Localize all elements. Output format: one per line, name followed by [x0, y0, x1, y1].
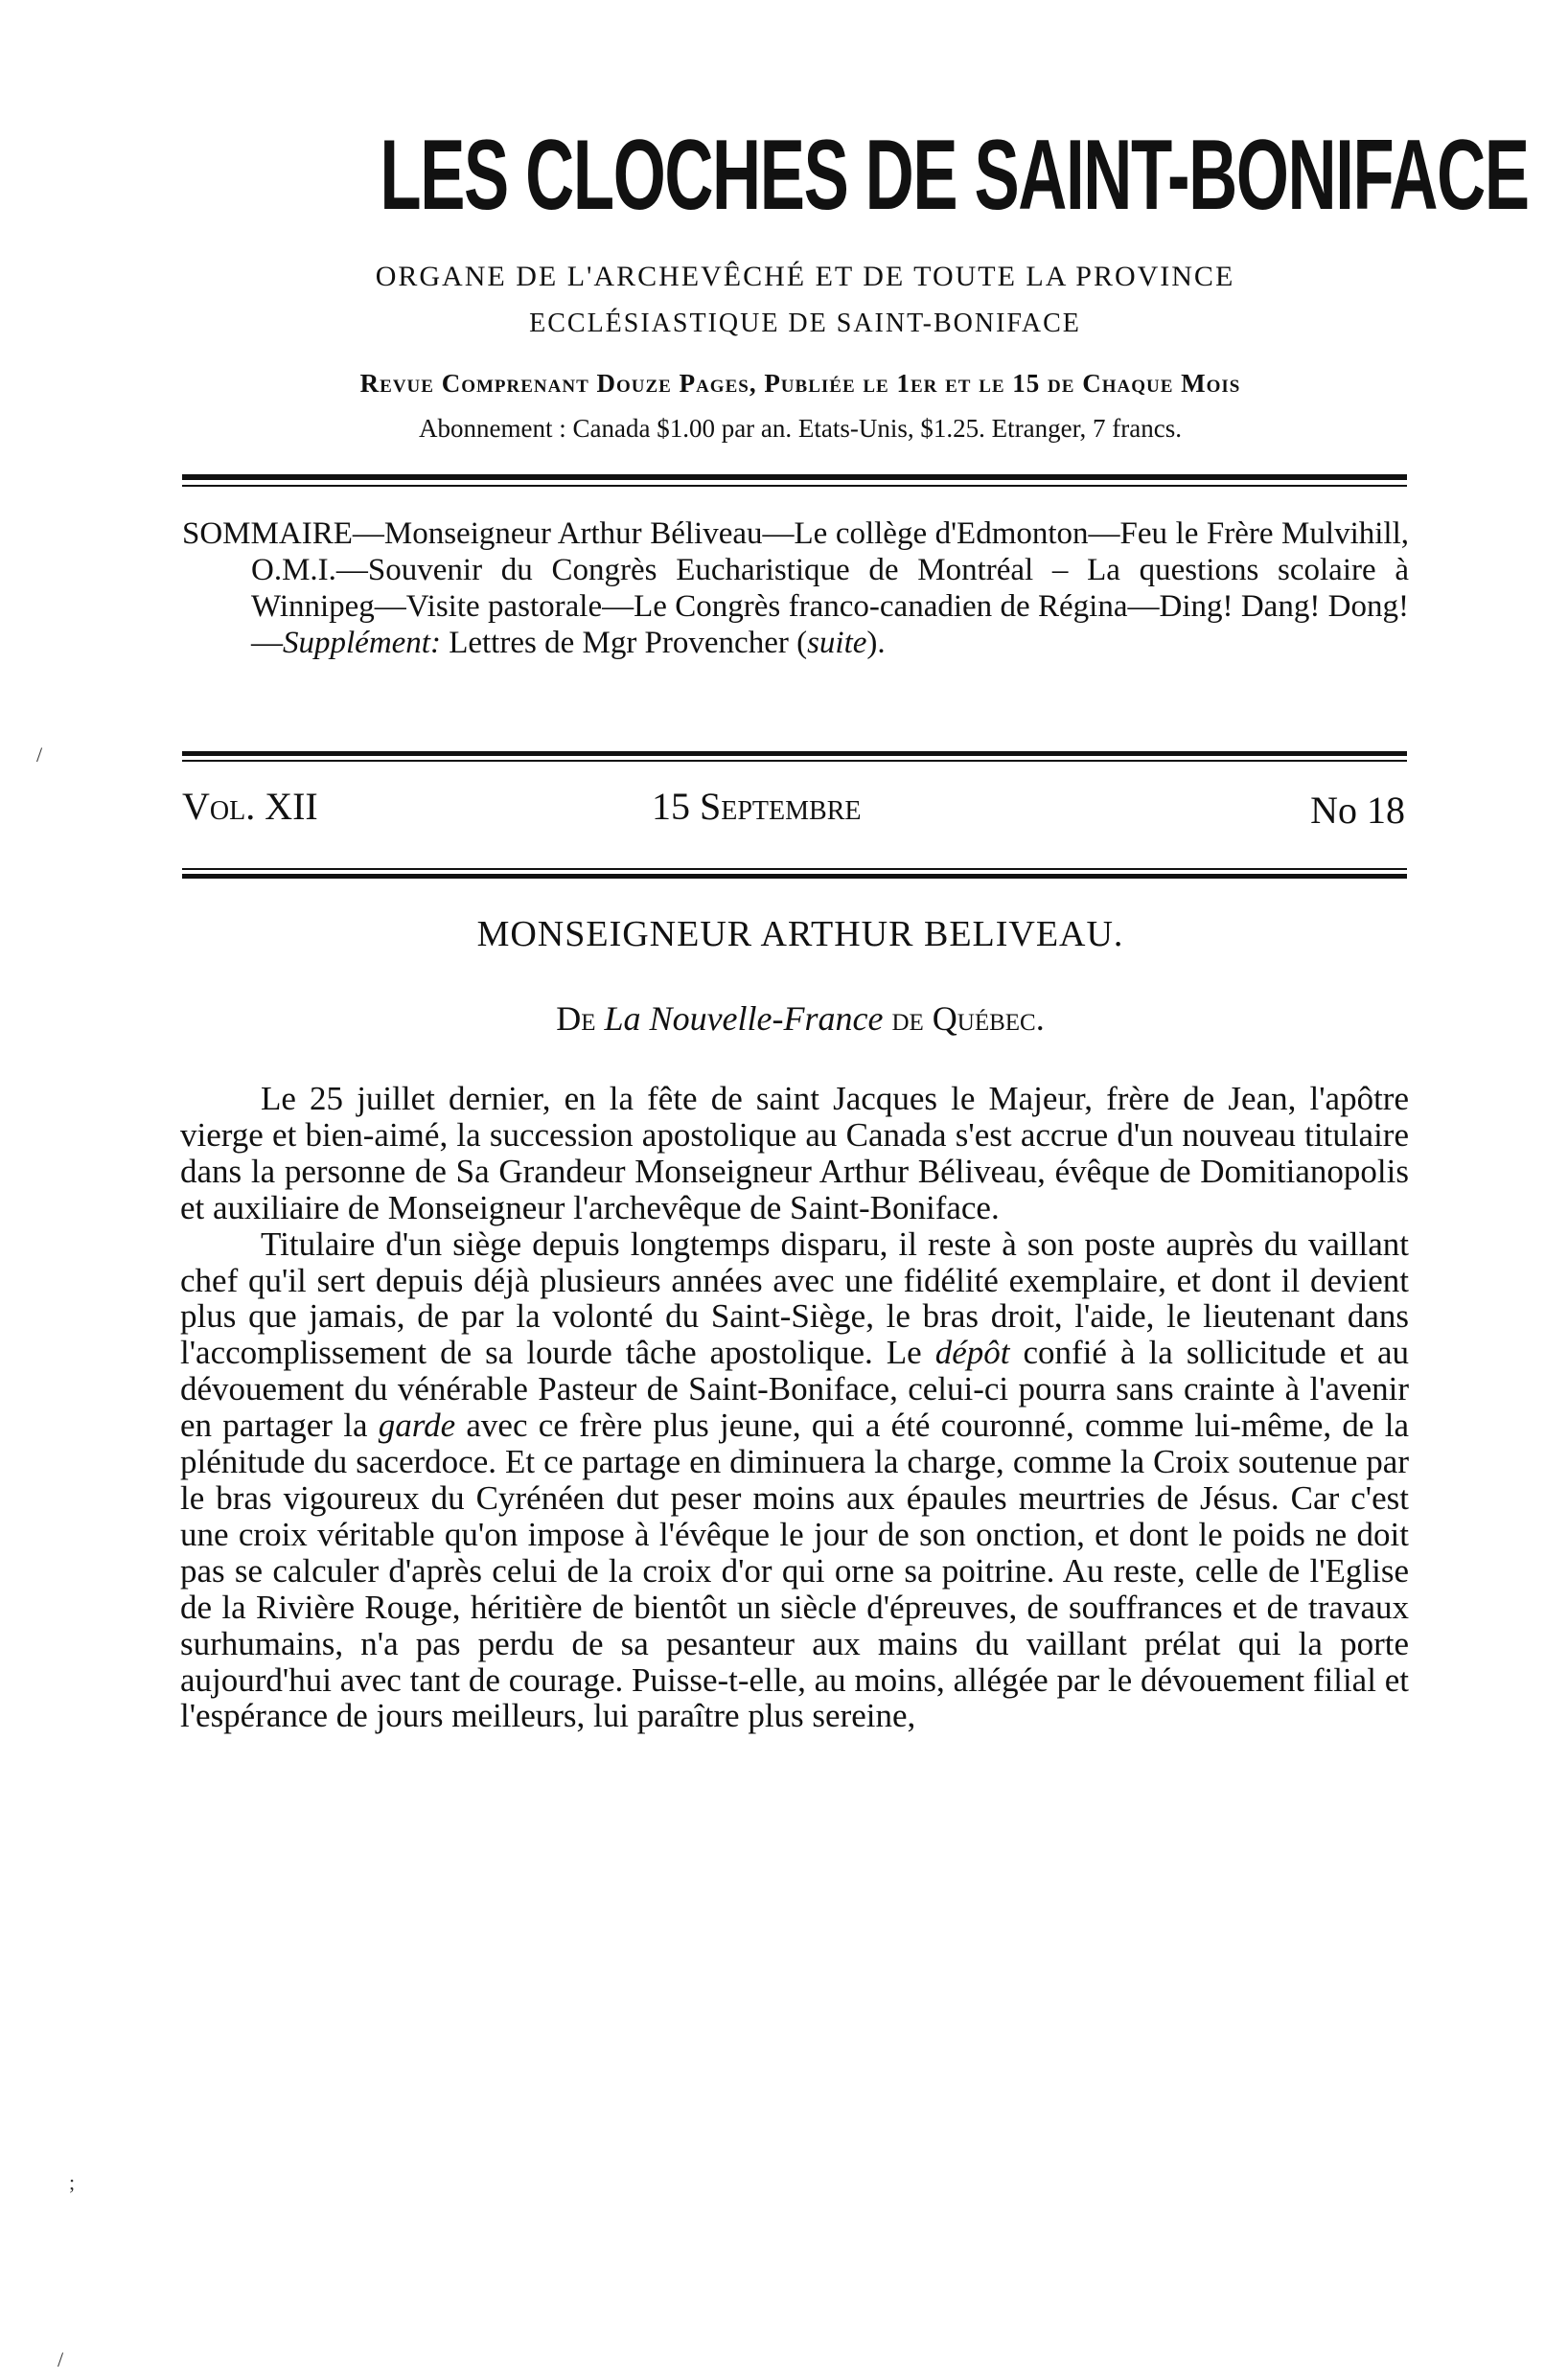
scan-speck: ;: [69, 2170, 76, 2194]
italic-word: dépôt: [934, 1334, 1010, 1372]
sommaire-suite: suite: [807, 626, 867, 660]
divider-rule: [182, 868, 1407, 870]
article-body: [180, 1081, 1409, 1734]
article-source: [182, 998, 1418, 1039]
scan-speck: /: [36, 743, 43, 767]
article-title: MONSEIGNEUR ARTHUR BELIVEAU.: [476, 914, 1124, 954]
sommaire-supplement-label: Supplément:: [283, 626, 441, 660]
table-of-contents: [182, 515, 1409, 661]
sommaire-text: SOMMAIRE—Monseigneur Arthur Béliveau—Le collège d'Edmonton—Feu le Frère Mulvihill, O.M.I.—Souvenir du Congrès Eucharistique de Montréal – La questions scolaire à Winnipeg—Visite pastorale—Le Congrès franco-canadien de Régina—Ding! Dang! Dong!—: [182, 516, 1409, 660]
sommaire-text-after: Lettres de Mgr Provencher (: [440, 626, 808, 660]
source-publication: La Nouvelle-France: [604, 999, 884, 1038]
sommaire-closing: ).: [866, 626, 886, 660]
article-paragraph: [180, 1226, 1409, 1735]
paragraph-text: avec ce frère plus jeune, qui a été couronné, comme lui-même, de la plénitude du sacerdoce. Et ce partage en diminuera la charge, comme la Croix soutenue par le bras vigoureux du Cyrénéen dut peser moins aux épaules meurtries de Jésus. Car c'est une croix véritable qu'on impose à l'évêque le jour de son onction, et dont le poids ne doit pas se calculer d'après celui de la croix d'or qui orne sa poitrine. Au reste, celle de l'Eglise de la Rivière Rouge, héritière de bientôt un siècle d'épreuves, de souffrances et de travaux surhumains, n'a pas perdu de sa pesanteur aux mains du vaillant prélat qui la porte aujourd'hui avec tant de courage. Puisse-t-elle, au moins, allégée par le dévouement filial et l'espérance de jours meilleurs, lui paraître plus sereine,: [180, 1407, 1409, 1735]
masthead-subtitle-line2: ECCLÉSIASTIQUE DE SAINT-BONIFACE: [529, 309, 1081, 338]
issue-number: No 18: [1310, 789, 1405, 832]
divider-rule: [182, 751, 1407, 756]
divider-rule: [182, 474, 1407, 480]
divider-rule: [182, 485, 1407, 487]
issue-volume: Vol. XII: [182, 785, 318, 828]
masthead-subtitle-line1: ORGANE DE L'ARCHEVÊCHÉ ET DE TOUTE LA PROVINCE: [375, 261, 1235, 292]
subscription-prices: Abonnement : Canada $1.00 par an. Etats-Unis, $1.25. Etranger, 7 francs.: [419, 414, 1182, 443]
masthead-title: LES CLOCHES DE SAINT-BONIFACE: [380, 120, 1529, 231]
paragraph-text: confié à la sollicitude et au dévouement du vénérable Pasteur de Saint-Boniface, celui-ci pourra sans crainte à l'avenir en partager la: [180, 1334, 1409, 1445]
source-prefix: De: [556, 999, 596, 1038]
source-suffix: de Québec.: [891, 999, 1045, 1038]
divider-rule: [182, 874, 1407, 879]
italic-word: garde: [378, 1407, 456, 1445]
publication-schedule: Revue Comprenant Douze Pages, Publiée le 1er et le 15 de Chaque Mois: [359, 369, 1241, 398]
issue-date: 15 Septembre: [652, 785, 862, 828]
scan-speck: /: [58, 2347, 64, 2371]
article-paragraph: Le 25 juillet dernier, en la fête de saint Jacques le Majeur, frère de Jean, l'apôtre vierge et bien-aimé, la succession apostolique au Canada s'est accrue d'un nouveau titulaire dans la personne de Sa Grandeur Monseigneur Arthur Béliveau, évêque de Domitianopolis et auxiliaire de Monseigneur l'archevêque de Saint-Boniface.: [180, 1080, 1409, 1226]
divider-rule: [182, 760, 1407, 762]
sommaire-paragraph: [182, 515, 1409, 661]
paragraph-text: Titulaire d'un siège depuis longtemps disparu, il reste à son poste auprès du vaillant chef qu'il sert depuis déjà plusieurs années avec une fidélité exemplaire, et dont il devient plus que jamais, de par la volonté du Saint-Siège, le bras droit, l'aide, le lieutenant dans l'accomplissement de sa lourde tâche apostolique. Le: [180, 1224, 1409, 1372]
